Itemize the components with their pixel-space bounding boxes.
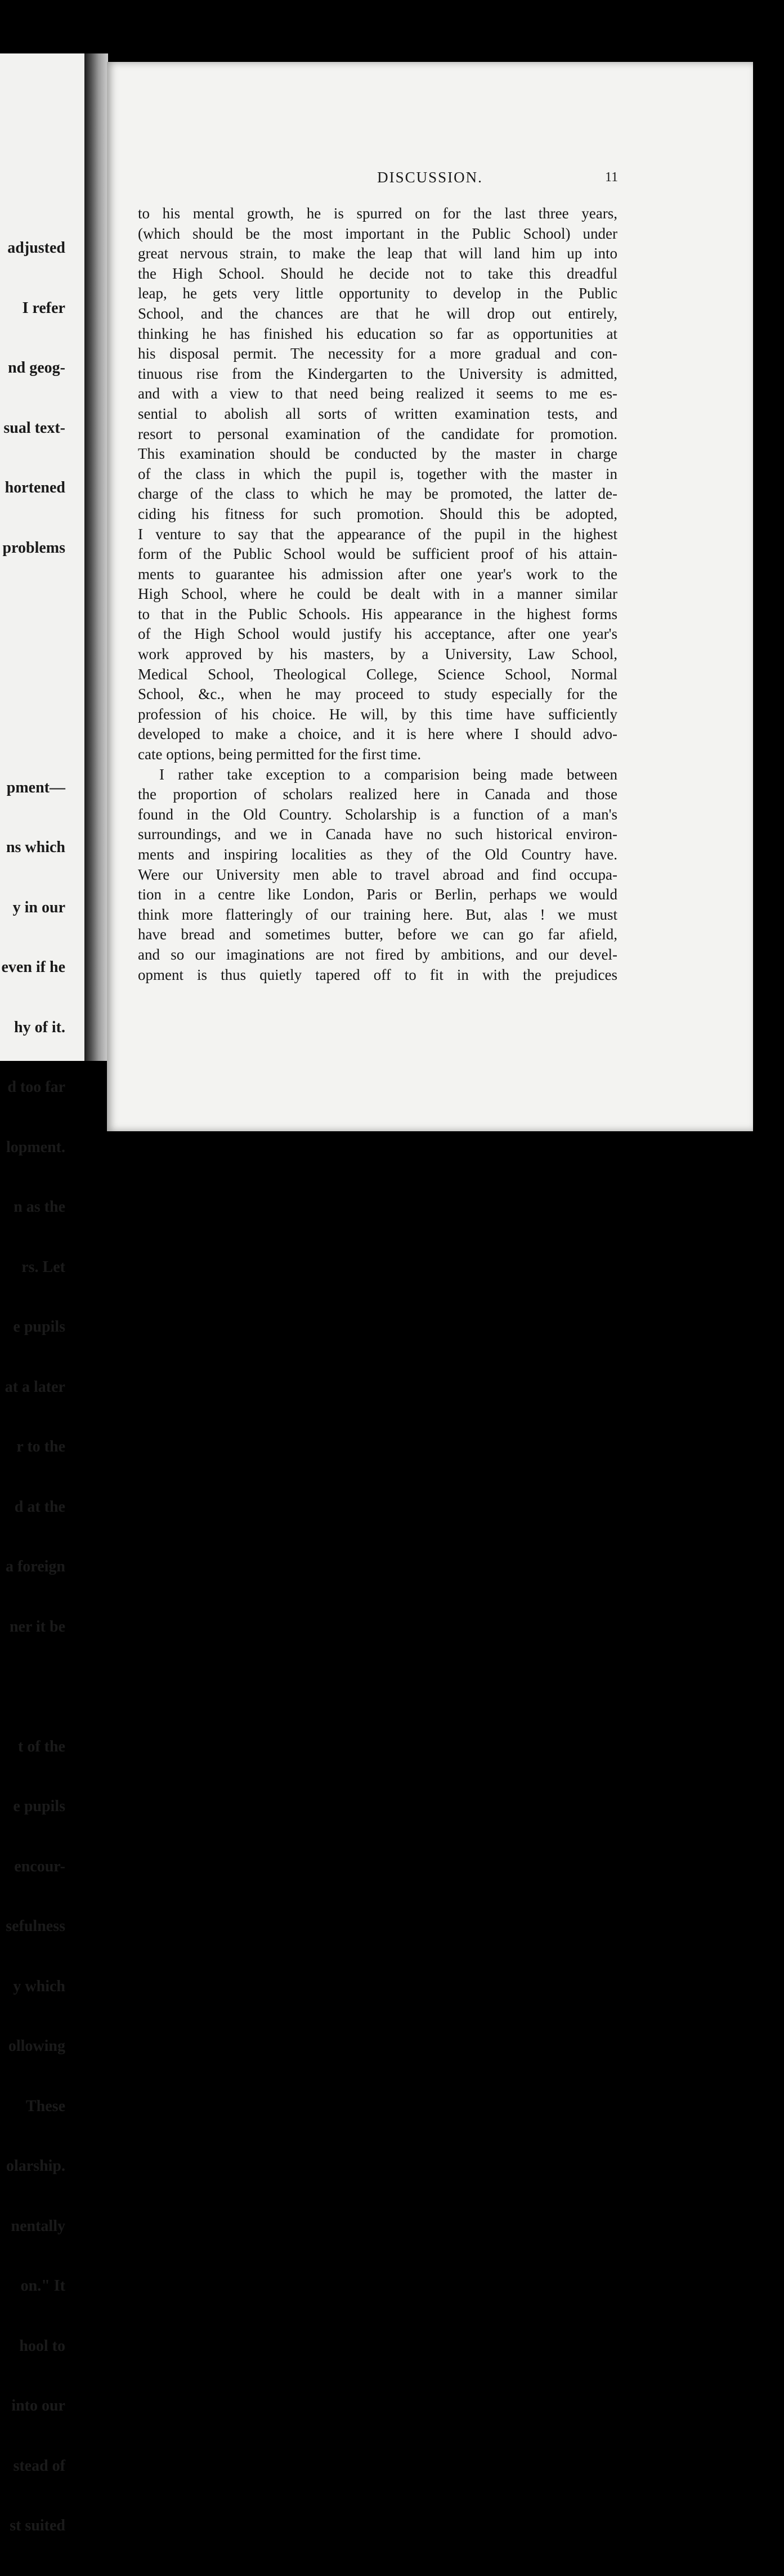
text-line: High School, where he could be dealt with in a manner similar [138, 585, 617, 603]
text-line: resort to personal examination of the candidate for promotion. [138, 425, 617, 442]
left-line: ollowing [8, 2037, 65, 2055]
text-line: thinking he has finished his education so far as opportunities at [138, 325, 617, 342]
left-line: hool to [19, 2337, 65, 2355]
left-line: hy of it. [14, 1018, 65, 1036]
text-line: and with a view to that need being realized it seems to me es- [138, 385, 617, 402]
text-line: tion in a centre like London, Paris or Berlin, perhaps we would [138, 886, 617, 903]
left-page-text [1, 198, 65, 2576]
text-line: to his mental growth, he is spurred on for the last three years, [138, 205, 617, 222]
left-line: into our [11, 2397, 65, 2414]
text-line: I rather take exception to a comparision being made between [159, 765, 617, 783]
text-line: (which should be the most important in the Public School) under [138, 225, 617, 242]
left-line: ns which [6, 839, 65, 856]
left-line: sefulness [6, 1918, 65, 1935]
text-line: have bread and sometimes butter, before we can go far afield, [138, 926, 617, 943]
running-head-title: DISCUSSION. [377, 169, 483, 186]
left-line: These [26, 2097, 65, 2115]
left-line: t of the [18, 1737, 65, 1755]
text-line: found in the Old Country. Scholarship is a function of a man's [138, 805, 617, 823]
text-line: think more flatteringly of our training here. But, alas ! we must [138, 906, 617, 923]
text-line: ments to guarantee his admission after one year's work to the [138, 565, 617, 583]
text-line: great nervous strain, to make the leap that will land him up into [138, 245, 617, 262]
text-line: leap, he gets very little opportunity to develop in the Public [138, 285, 617, 302]
page-number: 11 [605, 170, 619, 185]
left-line: ner it be [9, 1618, 65, 1636]
text-line: of the High School would justify his acceptance, after one year's [138, 625, 617, 643]
text-line: profession of his choice. He will, by this time have sufficiently [138, 705, 617, 723]
running-head [107, 169, 753, 188]
text-line: developed to make a choice, and it is here where I should advo- [138, 725, 617, 743]
text-line: I venture to say that the appearance of the pupil in the highest [138, 525, 617, 543]
left-line [1, 658, 65, 678]
left-line: nd geog- [8, 359, 65, 377]
body-text [138, 204, 617, 985]
text-line: This examination should be conducted by the master in charge [138, 445, 617, 463]
left-line: d too far [7, 1078, 65, 1096]
left-line: adjusted [7, 239, 65, 257]
left-line: y which [13, 1977, 65, 1995]
text-line: School, &c., when he may proceed to study especially for the [138, 686, 617, 703]
left-line: e pupils [13, 1798, 65, 1815]
text-line: ciding his fitness for such promotion. Should this be adopted, [138, 505, 617, 522]
text-line: cate options, being permitted for the first time. [138, 746, 422, 763]
left-line: pment— [6, 778, 65, 796]
left-line [1, 1677, 65, 1697]
text-line: the High School. Should he decide not to take this dreadful [138, 265, 617, 282]
left-line: lopment. [6, 1138, 65, 1156]
text-line: opment is thus quietly tapered off to fit in with the prejudices [138, 966, 617, 983]
text-line: work approved by his masters, by a University, Law School, [138, 646, 617, 663]
text-line: and so our imaginations are not fired by ambitions, and our devel- [138, 946, 617, 963]
text-line: ments and inspiring localities as they of the Old Country have. [138, 846, 617, 863]
left-line: even if he [1, 958, 65, 976]
text-line: charge of the class to which he may be promoted, the latter de- [138, 485, 617, 503]
left-line: I refer [22, 299, 65, 317]
left-line: problems [2, 539, 65, 557]
text-line: to that in the Public Schools. His appearance in the highest forms [138, 605, 617, 622]
left-line: e pupils [13, 1318, 65, 1336]
text-line: the proportion of scholars realized here in Canada and those [138, 786, 617, 803]
left-line: hortened [5, 479, 65, 496]
left-line: stead of [13, 2457, 65, 2475]
left-line: n as the [14, 1198, 65, 1216]
text-line: tinuous rise from the Kindergarten to the University is admitted, [138, 365, 617, 382]
left-line: at a later [5, 1378, 65, 1396]
left-line [1, 598, 65, 618]
text-line: his disposal permit. The necessity for a more gradual and con- [138, 345, 617, 362]
text-line: surroundings, and we in Canada have no such historical environ- [138, 826, 617, 843]
text-line: of the class in which the pupil is, together with the master in [138, 465, 617, 482]
left-line: olarship. [6, 2157, 65, 2175]
text-line: Medical School, Theological College, Science School, Normal [138, 665, 617, 683]
left-line: on." It [20, 2277, 65, 2295]
left-line: st suited [10, 2517, 65, 2534]
left-line: encour- [14, 1857, 65, 1875]
left-line: rs. Let [21, 1258, 65, 1276]
left-line: y in our [12, 898, 65, 916]
left-line: r to the [16, 1438, 65, 1455]
text-line: Were our University men able to travel abroad and find occupa- [138, 866, 617, 883]
text-line: School, and the chances are that he will drop out entirely, [138, 304, 617, 322]
text-line: form of the Public School would be sufficient proof of his attain- [138, 545, 617, 563]
left-line: a foreign [5, 1558, 65, 1575]
left-line: d at the [14, 1498, 65, 1516]
left-line: nentally [11, 2217, 65, 2235]
left-line: sual text- [3, 419, 65, 437]
text-line: sential to abolish all sorts of written examination tests, and [138, 405, 617, 422]
book-gutter [84, 53, 108, 1061]
left-line [1, 718, 65, 738]
